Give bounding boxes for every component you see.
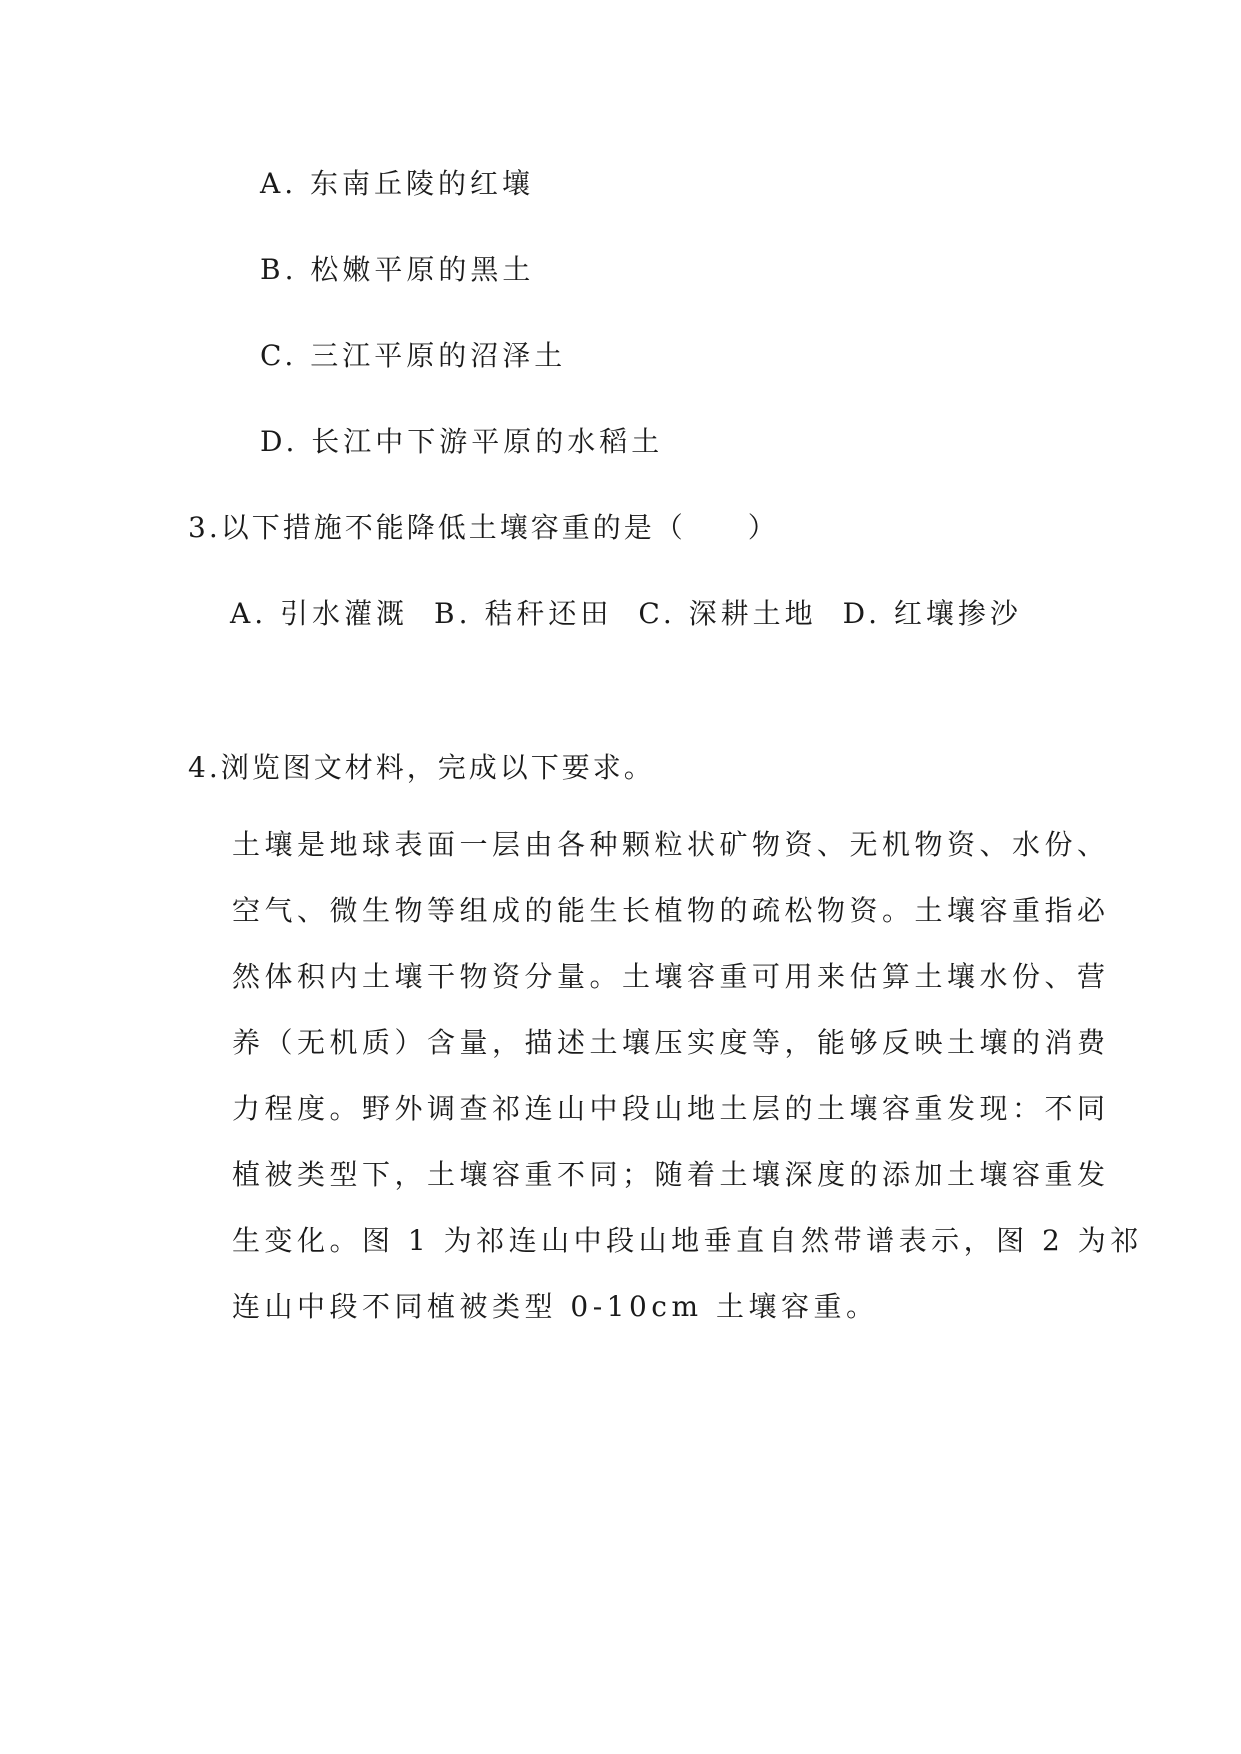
paragraph-line: 土壤是地球表面一层由各种颗粒状矿物资、无机物资、水份、 xyxy=(232,828,1110,861)
paragraph-line: 植被类型下，土壤容重不同；随着土壤深度的添加土壤容重发 xyxy=(232,1158,1110,1191)
q3-option-a: A. 引水灌溉 xyxy=(230,597,409,630)
paragraph-line: 连山中段不同植被类型 0-10cm 土壤容重。 xyxy=(232,1290,879,1323)
q3-option-c: C. 深耕土地 xyxy=(638,597,817,630)
q4-stem: 4.浏览图文材料，完成以下要求。 xyxy=(188,751,655,784)
q3-options xyxy=(230,594,1048,634)
paragraph-line: 然体积内土壤干物资分量。土壤容重可用来估算土壤水份、营 xyxy=(232,960,1110,993)
q2-option-b: B. 松嫩平原的黑土 xyxy=(260,253,535,286)
q2-option-a: A. 东南丘陵的红壤 xyxy=(260,167,535,200)
paragraph-line: 空气、微生物等组成的能生长植物的疏松物资。土壤容重指必 xyxy=(232,894,1110,927)
q4-material-paragraph xyxy=(232,812,1143,1340)
q2-option-d: D. 长江中下游平原的水稻土 xyxy=(260,425,664,458)
q2-option-c: C. 三江平原的沼泽土 xyxy=(260,339,567,372)
q3-option-d: D. 红壤掺沙 xyxy=(842,597,1022,630)
q3-stem: 3.以下措施不能降低土壤容重的是（ ） xyxy=(188,511,779,544)
paragraph-line: 力程度。野外调查祁连山中段山地土层的土壤容重发现：不同 xyxy=(232,1092,1110,1125)
paragraph-line: 生变化。图 1 为祁连山中段山地垂直自然带谱表示，图 2 为祁 xyxy=(232,1224,1143,1257)
paragraph-line: 养（无机质）含量，描述土壤压实度等，能够反映土壤的消费 xyxy=(232,1026,1110,1059)
q3-option-b: B. 秸秆还田 xyxy=(434,597,613,630)
